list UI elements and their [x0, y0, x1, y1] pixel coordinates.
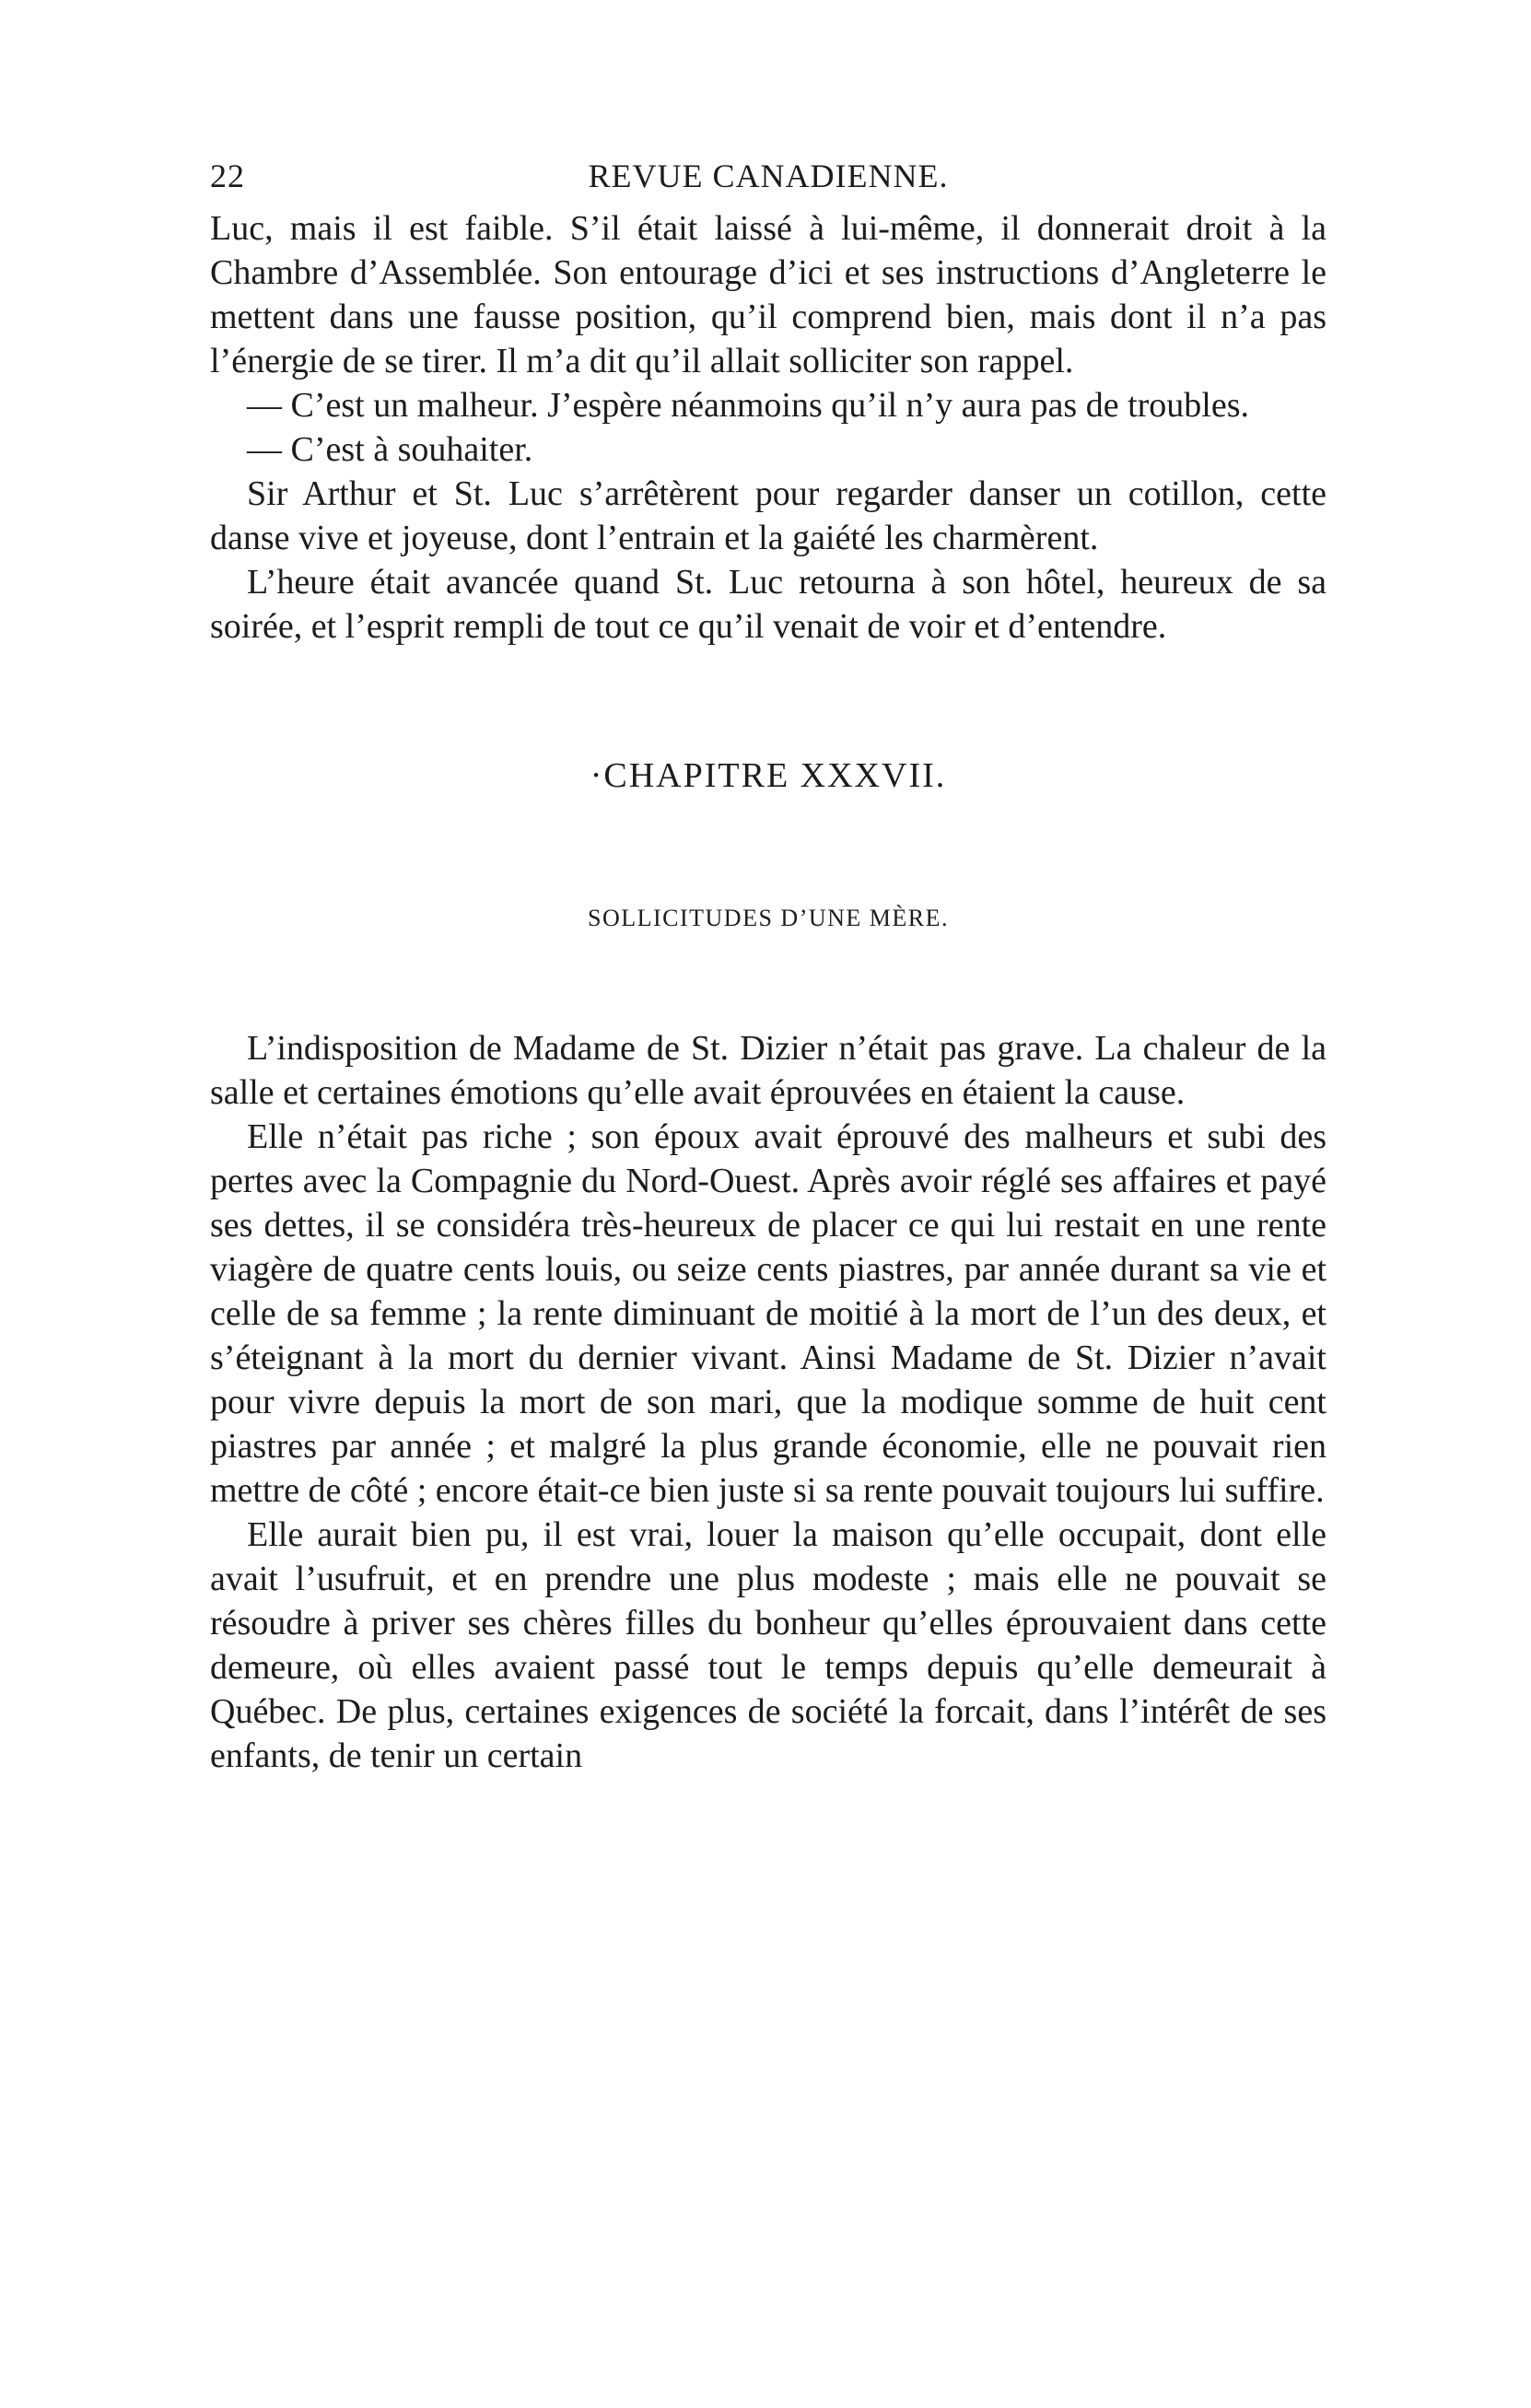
paragraph: Elle aurait bien pu, il est vrai, louer la maison qu’elle occupait, dont elle avait l’usufruit, et en prendre une plus modeste ; mais elle ne pouvait se résoudre à priver ses chères filles du bonheur qu’elles éprouvaient dans cette demeure, où elles avaient passé tout le temps depuis qu’elle demeurait à Québec. De plus, certaines exigences de société la forcait, dans l’intérêt de ses enfants, de tenir un certain — [210, 1515, 1326, 1775]
previous-chapter-ending — [210, 206, 1326, 649]
chapter-subtitle: SOLLICITUDES D’UNE MÈRE. — [587, 905, 950, 931]
chapter-heading: ·CHAPITRE XXXVII. — [590, 756, 947, 795]
paragraph: L’heure était avancée quand St. Luc retourna à son hôtel, heureux de sa soirée, et l’esprit rempli de tout ce qu’il venait de voir et d’entendre. — [210, 563, 1326, 646]
book-page — [210, 157, 1326, 1778]
page-number: 22 — [210, 158, 245, 194]
paragraph: Luc, mais il est faible. S’il était laissé à lui-même, il donnerait droit à la Chambre d’Assemblée. Son entourage d’ici et ses instructions d’Angleterre le mettent dans une fausse position, qu’il comprend bien, mais dont il n’a pas l’énergie de se tirer. Il m’a dit qu’il allait solliciter son rappel. — [210, 209, 1326, 380]
paragraph: Sir Arthur et St. Luc s’arrêtèrent pour regarder danser un cotillon, cette danse vive et joyeuse, dont l’entrain et la gaiété les charmèrent. — [210, 474, 1326, 557]
chapter-body — [210, 1026, 1326, 1778]
running-header — [210, 157, 1326, 206]
paragraph: — C’est à souhaiter. — [247, 430, 533, 469]
paragraph: L’indisposition de Madame de St. Dizier n’était pas grave. La chaleur de la salle et certaines émotions qu’elle avait éprouvées en étaient la cause. — [210, 1029, 1326, 1112]
paragraph: Elle n’était pas riche ; son époux avait éprouvé des malheurs et subi des pertes avec la Compagnie du Nord-Ouest. Après avoir réglé ses affaires et payé ses dettes, il se considéra très-heureux de placer ce qui lui restait en une rente viagère de quatre cents louis, ou seize cents piastres, par année durant sa vie et celle de sa femme ; la rente diminuant de moitié à la mort de l’un des deux, et s’éteignant à la mort du dernier vivant. Ainsi Madame de St. Dizier n’avait pour vivre depuis la mort de son mari, que la modique somme de huit cent piastres par année ; et malgré la plus grande économie, elle ne pouvait rien mettre de côté ; encore était-ce bien juste si sa rente pouvait toujours lui suffire. — [210, 1117, 1326, 1510]
paragraph: — C’est un malheur. J’espère néanmoins qu’il n’y aura pas de troubles. — [247, 386, 1249, 425]
running-title: REVUE CANADIENNE. — [588, 158, 949, 194]
